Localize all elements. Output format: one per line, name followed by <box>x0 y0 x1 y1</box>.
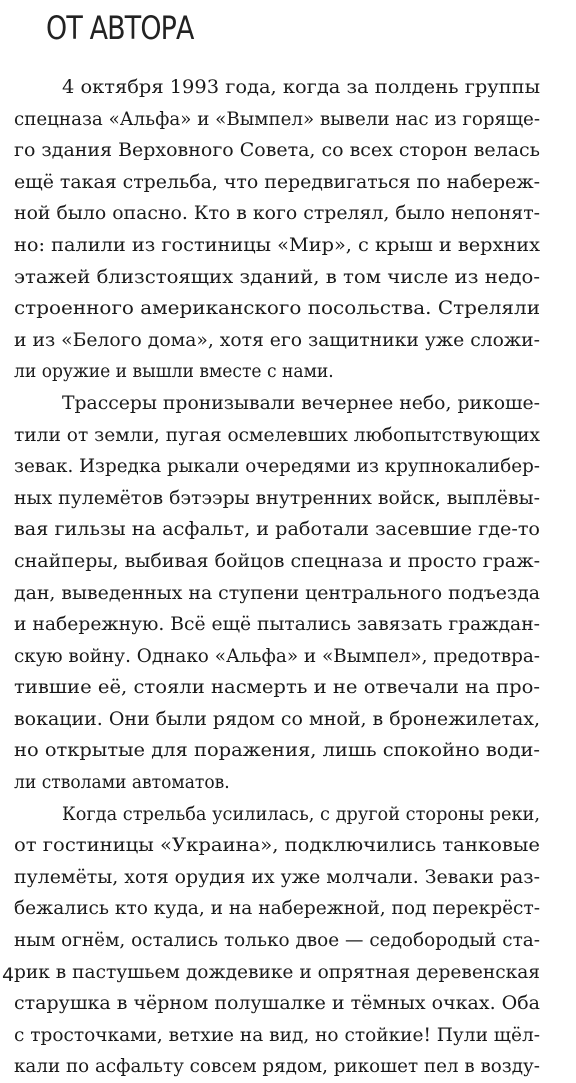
text-line <box>14 1051 540 1083</box>
text-line <box>14 356 540 388</box>
text-line <box>14 325 540 357</box>
line-text: строенного американского посольства. Стреляли <box>14 297 540 320</box>
line-text: зевак. Изредка рыкали очередями из крупнокалибер- <box>14 455 540 478</box>
text-line <box>14 483 540 515</box>
text-line <box>14 104 540 136</box>
text-line <box>14 735 540 767</box>
paragraph <box>14 388 540 799</box>
line-text: но открытые для поражения, лишь спокойно води- <box>14 739 540 762</box>
line-text: тившие её, стояли насмерть и не отвечали на про- <box>14 676 540 699</box>
paragraph <box>14 799 540 1083</box>
line-text: ной было опасно. Кто в кого стрелял, было непонят- <box>14 202 540 225</box>
text-line <box>14 925 540 957</box>
line-text: кали по асфальту совсем рядом, рикошет пел в возду- <box>14 1055 540 1078</box>
text-line <box>14 388 540 420</box>
line-text: этажей близстоящих зданий, в том числе из недо- <box>14 265 540 288</box>
line-text: но: палили из гостиницы «Мир», с крыш и верхних <box>14 233 540 256</box>
chapter-heading: ОТ АВТОРА <box>46 9 194 47</box>
line-text: от гостиницы «Украина», подключились танковые <box>14 834 540 857</box>
line-text: ным огнём, остались только двое — седобородый ста- <box>14 929 540 952</box>
line-text: го здания Верховного Совета, со всех сторон велась <box>14 139 540 162</box>
line-text: вокации. Они были рядом со мной, в бронежилетах, <box>14 707 540 730</box>
text-line <box>14 830 540 862</box>
line-text: рик в пастушьем дождевике и опрятная деревенская <box>14 960 540 983</box>
text-line <box>14 767 540 799</box>
text-line <box>14 641 540 673</box>
line-text: ных пулемётов бэтээры внутренних войск, выплёвы- <box>14 486 540 509</box>
line-text: пулемёты, хотя орудия их уже молчали. Зеваки раз- <box>14 865 540 888</box>
paragraph <box>14 72 540 388</box>
text-line <box>14 988 540 1020</box>
body-text <box>14 72 540 1083</box>
text-line <box>14 262 540 294</box>
text-line <box>14 609 540 641</box>
line-text: снайперы, выбивая бойцов спецназа и просто граж- <box>14 549 540 572</box>
text-line <box>14 578 540 610</box>
text-line <box>14 957 540 989</box>
line-text: ли стволами автоматов. <box>14 771 230 794</box>
text-line <box>14 451 540 483</box>
text-line <box>14 704 540 736</box>
text-line <box>14 135 540 167</box>
line-text: 4 октября 1993 года, когда за полдень группы <box>62 76 540 98</box>
page-number: 4 <box>2 964 15 986</box>
line-text: дан, выведенных на ступени центрального подъезда <box>14 581 540 604</box>
line-text: спецназа «Альфа» и «Вымпел» вывели нас из горяще- <box>14 107 540 130</box>
line-text: ли оружие и вышли вместе с нами. <box>14 360 334 383</box>
text-line <box>14 862 540 894</box>
text-line <box>14 198 540 230</box>
text-line <box>14 293 540 325</box>
line-text: скую войну. Однако «Альфа» и «Вымпел», предотвра- <box>14 644 540 667</box>
text-line <box>14 72 540 104</box>
line-text: бежались кто куда, и на набережной, под перекрёст- <box>14 897 540 920</box>
text-line <box>14 230 540 262</box>
line-text: вая гильзы на асфальт, и работали засевшие где-то <box>14 518 540 541</box>
text-line <box>14 799 540 831</box>
line-text: старушка в чёрном полушалке и тёмных очках. Оба <box>14 992 540 1015</box>
line-text: тили от земли, пугая осмелевших любопытствующих <box>14 423 540 446</box>
text-line <box>14 546 540 578</box>
line-text: с тросточками, ветхие на вид, но стойкие! Пули щёл- <box>14 1023 540 1046</box>
text-line <box>14 893 540 925</box>
text-line <box>14 167 540 199</box>
text-line <box>14 420 540 452</box>
line-text: Трассеры пронизывали вечернее небо, рикоше- <box>62 391 540 414</box>
text-line <box>14 514 540 546</box>
line-text: Когда стрельба усилилась, с другой стороны реки, <box>62 802 540 825</box>
text-line <box>14 672 540 704</box>
line-text: и набережную. Всё ещё пытались завязать граждан- <box>14 613 540 636</box>
line-text: и из «Белого дома», хотя его защитники уже сложи- <box>14 328 540 351</box>
line-text: ещё такая стрельба, что передвигаться по набереж- <box>14 170 540 193</box>
text-line <box>14 1020 540 1052</box>
